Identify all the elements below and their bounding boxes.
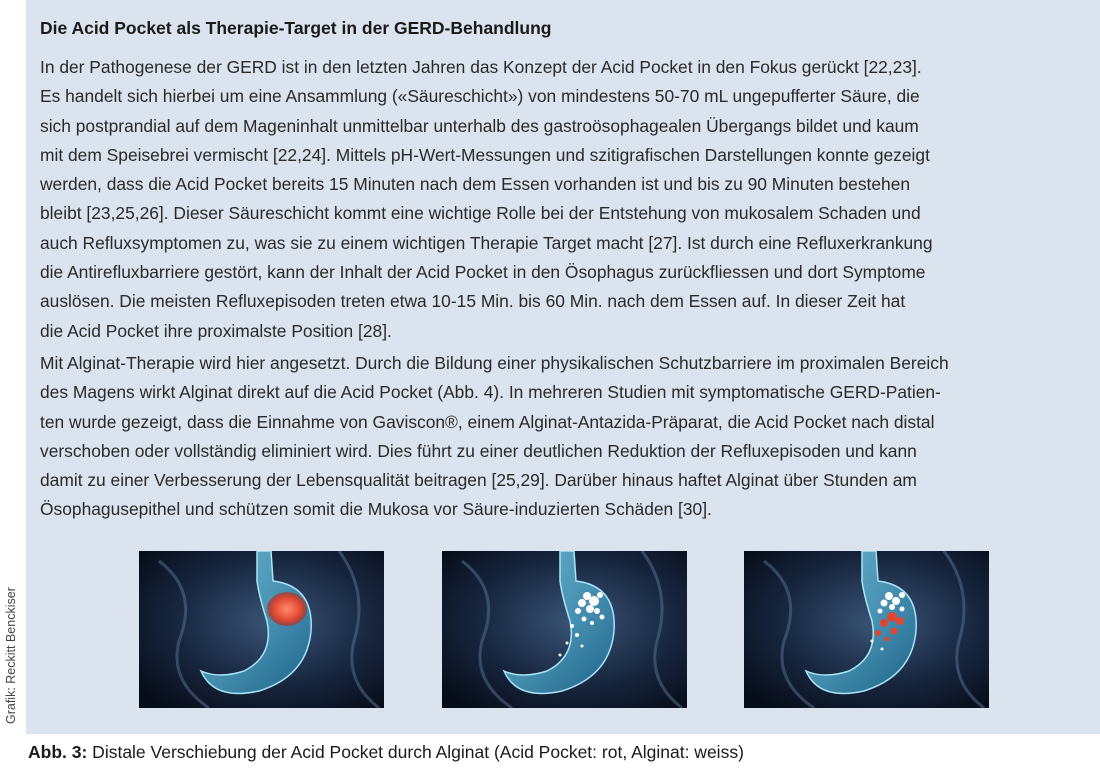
text-line: auslösen. Die meisten Refluxepisoden treten etwa 10-15 Min. bis 60 Min. nach dem Essen auf. In dieser Zeit hat (40, 291, 906, 312)
stomach-illustration-alginate-with-acid (744, 551, 989, 708)
caption-text: Distale Verschiebung der Acid Pocket durch Alginat (Acid Pocket: rot, Alginat: weiss) (87, 742, 744, 762)
text-line: bleibt [23,25,26]. Dieser Säureschicht kommt eine wichtige Rolle bei der Entstehung von mukosalem Schaden und (40, 203, 921, 224)
figure-caption (28, 742, 744, 763)
text-line: werden, dass die Acid Pocket bereits 15 Minuten nach dem Essen vorhanden ist und bis zu 90 Minuten bestehen (40, 174, 911, 195)
text-line: die Antirefluxbarriere gestört, kann der Inhalt der Acid Pocket in den Ösophagus zurückfliessen und dort Symptome (40, 262, 926, 283)
paragraph-2 (40, 349, 1080, 525)
text-line: Ösophagusepithel und schützen somit die Mukosa vor Säure-induzierten Schäden [30]. (40, 499, 712, 520)
text-line: die Acid Pocket ihre proximalste Position [28]. (40, 320, 392, 341)
text-line: sich postprandial auf dem Mageninhalt unmittelbar unterhalb des gastroösophagealen Übergangs bildet und kaum (40, 115, 919, 136)
stomach-illustration-acid-pocket (139, 551, 384, 708)
text-line: verschoben oder vollständig eliminiert wird. Dies führt zu einer deutlichen Reduktion der Refluxepisoden und kann (40, 440, 917, 461)
paragraph-1 (40, 53, 1080, 346)
text-line: des Magens wirkt Alginat direkt auf die Acid Pocket (Abb. 4). In mehreren Studien mit symptomatische GERD-Patien- (40, 382, 941, 403)
text-line: Mit Alginat-Therapie wird hier angesetzt. Durch die Bildung einer physikalischen Schutzbarriere im proximalen Bereich (40, 353, 949, 373)
text-line: ten wurde gezeigt, dass die Einnahme von Gaviscon®, einem Alginat-Antazida-Präparat, die Acid Pocket nach distal (40, 411, 935, 432)
text-line: auch Refluxsymptomen zu, was sie zu einem wichtigen Therapie Target macht [27]. Ist durch eine Refluxerkrankung (40, 232, 933, 253)
text-line: damit zu einer Verbesserung der Lebensqualität beitragen [25,29]. Darüber hinaus haftet Alginat über Stunden am (40, 470, 917, 491)
box-heading: Die Acid Pocket als Therapie-Target in der GERD-Behandlung (40, 18, 552, 38)
image-credit: Grafik: Reckitt Benckiser (4, 587, 18, 724)
text-line: mit dem Speisebrei vermischt [22,24]. Mittels pH-Wert-Messungen und szitigrafischen Darstellungen konnte gezeigt (40, 144, 930, 165)
text-line: In der Pathogenese der GERD ist in den letzten Jahren das Konzept der Acid Pocket in den Fokus gerückt [22,23]. (40, 57, 922, 77)
text-line: Es handelt sich hierbei um eine Ansammlung («Säureschicht») von mindestens 50-70 mL ungepufferter Säure, die (40, 86, 920, 107)
caption-label: Abb. 3: (28, 742, 88, 762)
stomach-illustration-alginate (442, 551, 687, 708)
